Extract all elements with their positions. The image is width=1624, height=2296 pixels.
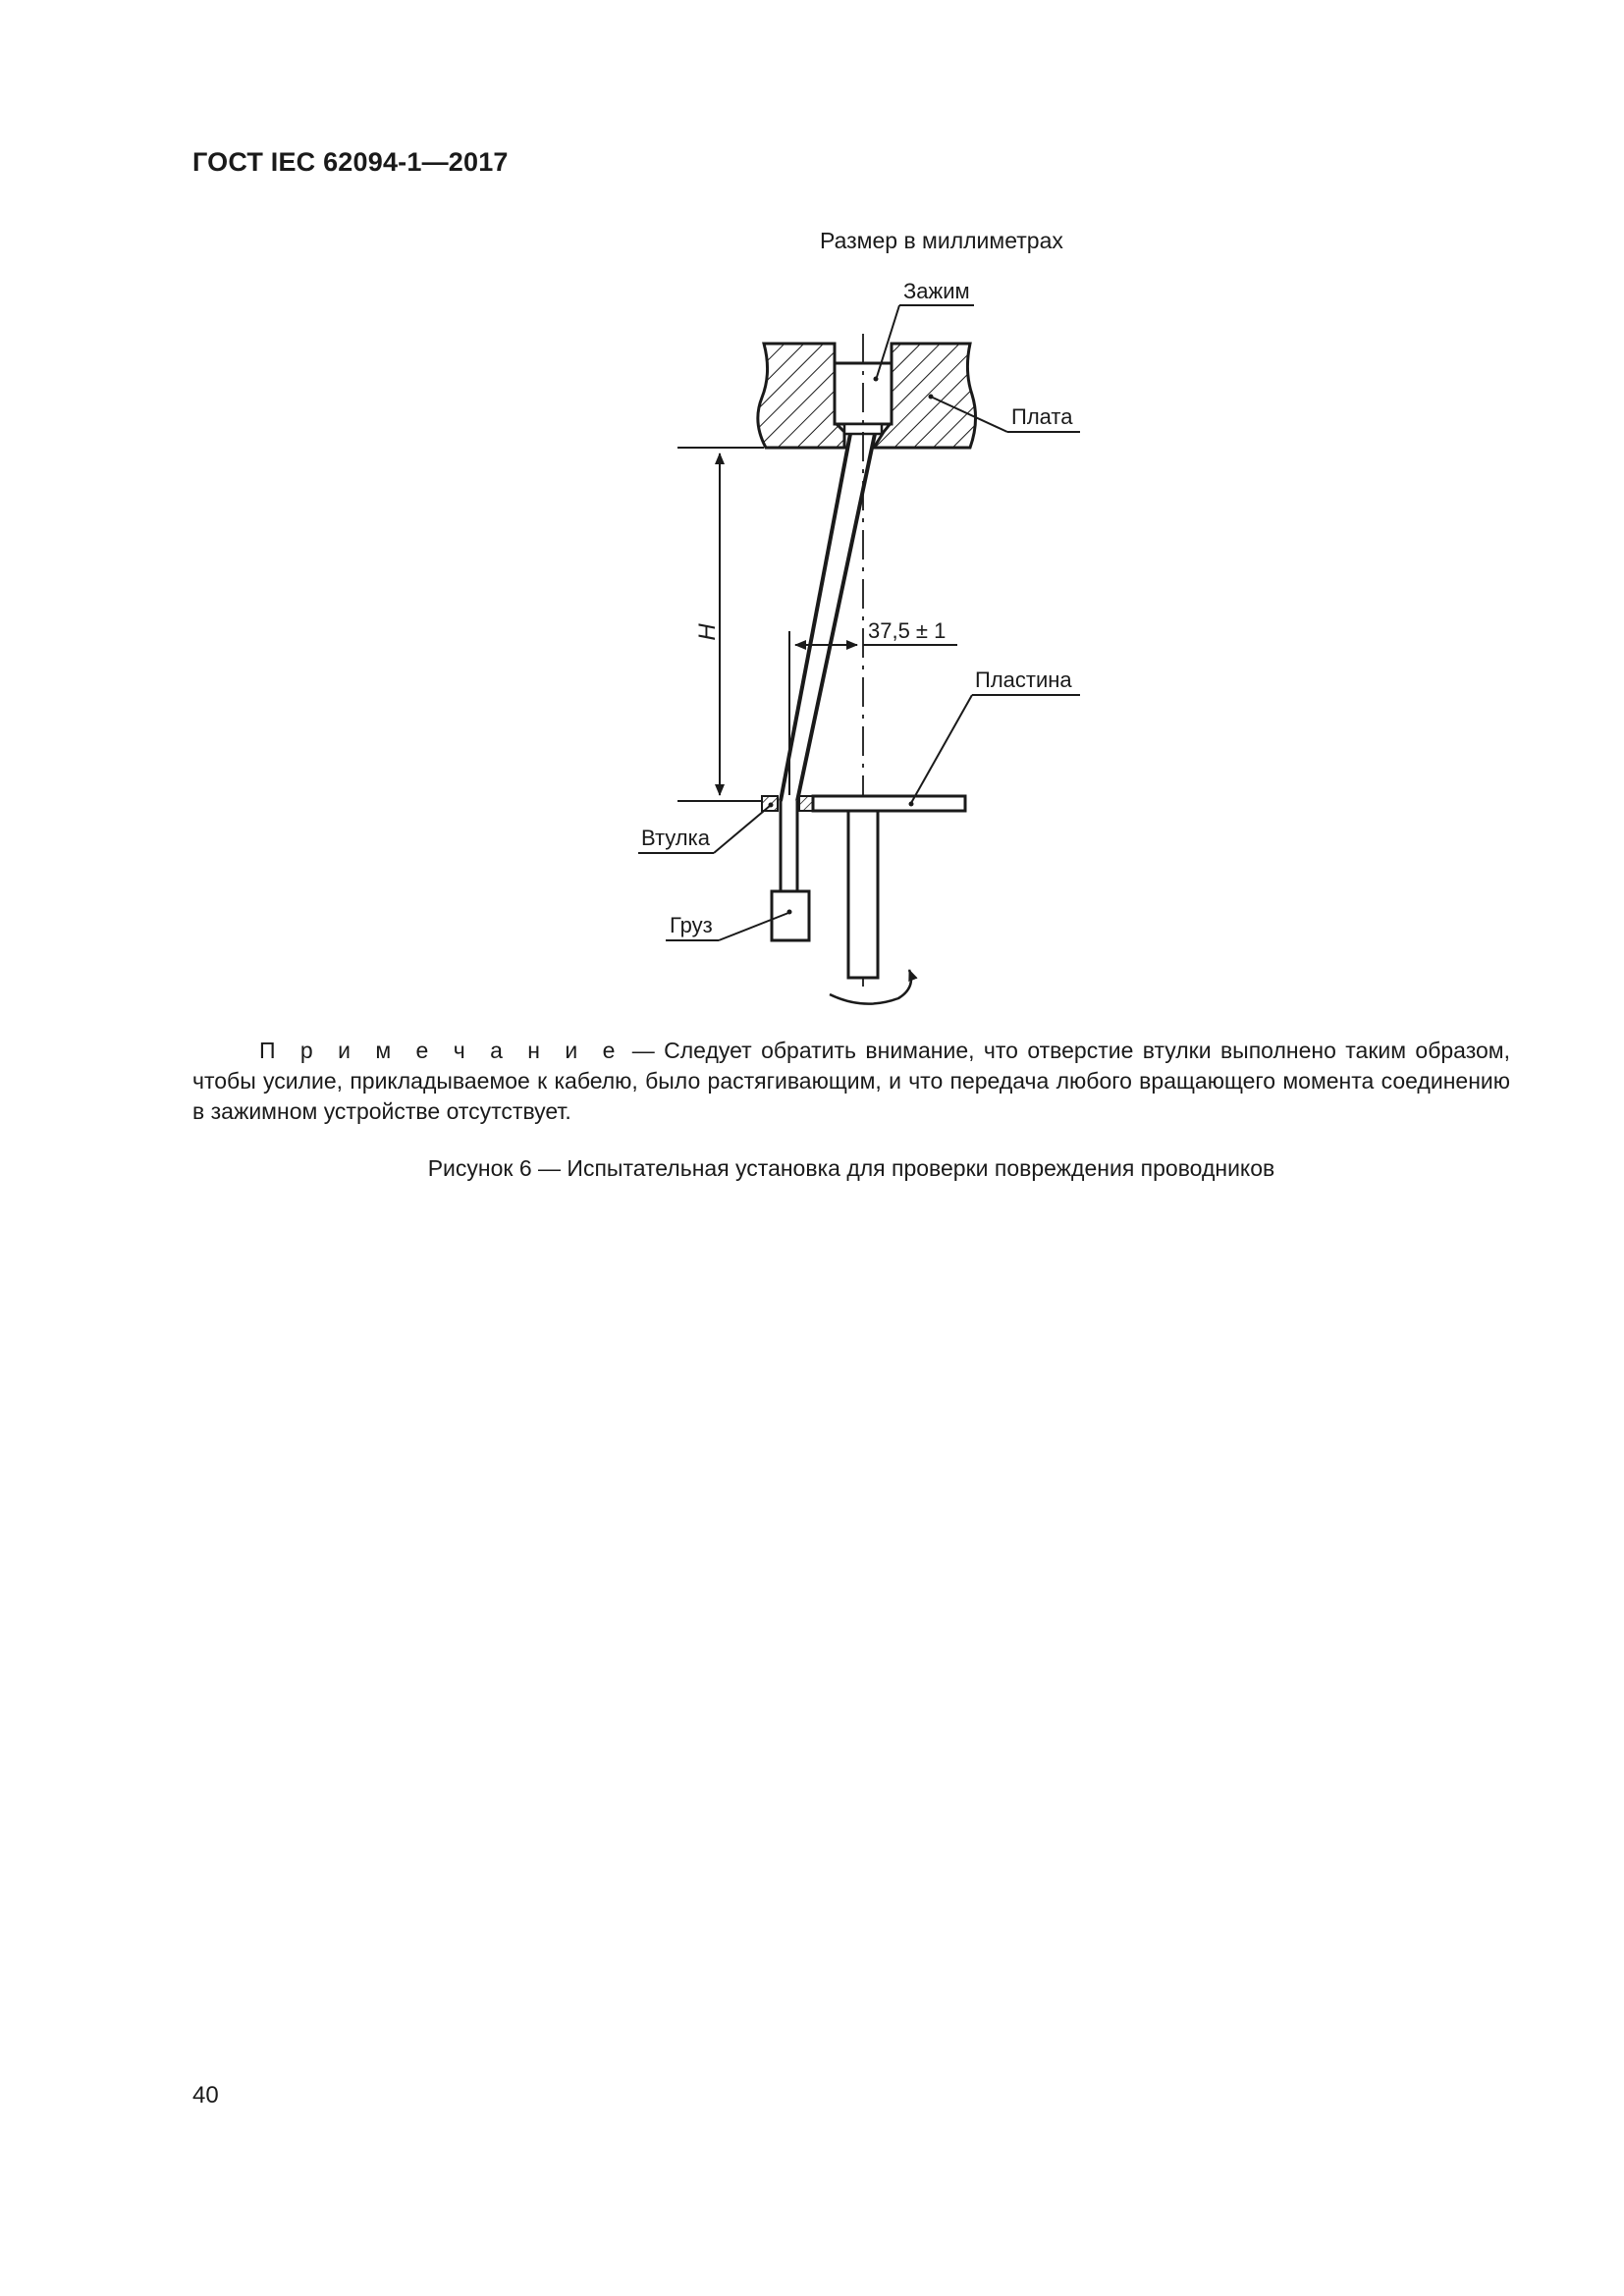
test-setup-figure	[0, 0, 1624, 1031]
label-clamp: Зажим	[903, 279, 970, 303]
plate	[813, 796, 965, 811]
label-plate: Пластина	[975, 667, 1072, 692]
figure-note	[192, 1036, 1510, 1127]
bushing-right	[799, 796, 813, 811]
label-bushing: Втулка	[641, 826, 710, 850]
note-label: П р и м е ч а н и е	[259, 1038, 623, 1063]
page-number: 40	[192, 2082, 219, 2109]
note-text: — Следует обратить внимание, что отверстие втулки выполнено таким образом, чтобы усилие, прикладываемое к кабелю, было растягивающим, и что передача любого вращающего момента соединению в зажимном устройстве отсутствует.	[192, 1038, 1510, 1124]
label-weight: Груз	[670, 913, 713, 937]
figure-caption: Рисунок 6 — Испытательная установка для проверки повреждения проводников	[427, 1155, 1275, 1181]
board-block-left	[758, 344, 844, 448]
weight	[772, 891, 809, 940]
shaft	[848, 811, 878, 978]
label-height: H	[694, 623, 721, 641]
document-header: ГОСТ IEC 62094-1—2017	[192, 147, 509, 177]
dimensions-note: Размер в миллиметрах	[820, 228, 1063, 253]
label-offset: 37,5 ± 1	[868, 618, 947, 643]
label-board: Плата	[1011, 404, 1073, 429]
